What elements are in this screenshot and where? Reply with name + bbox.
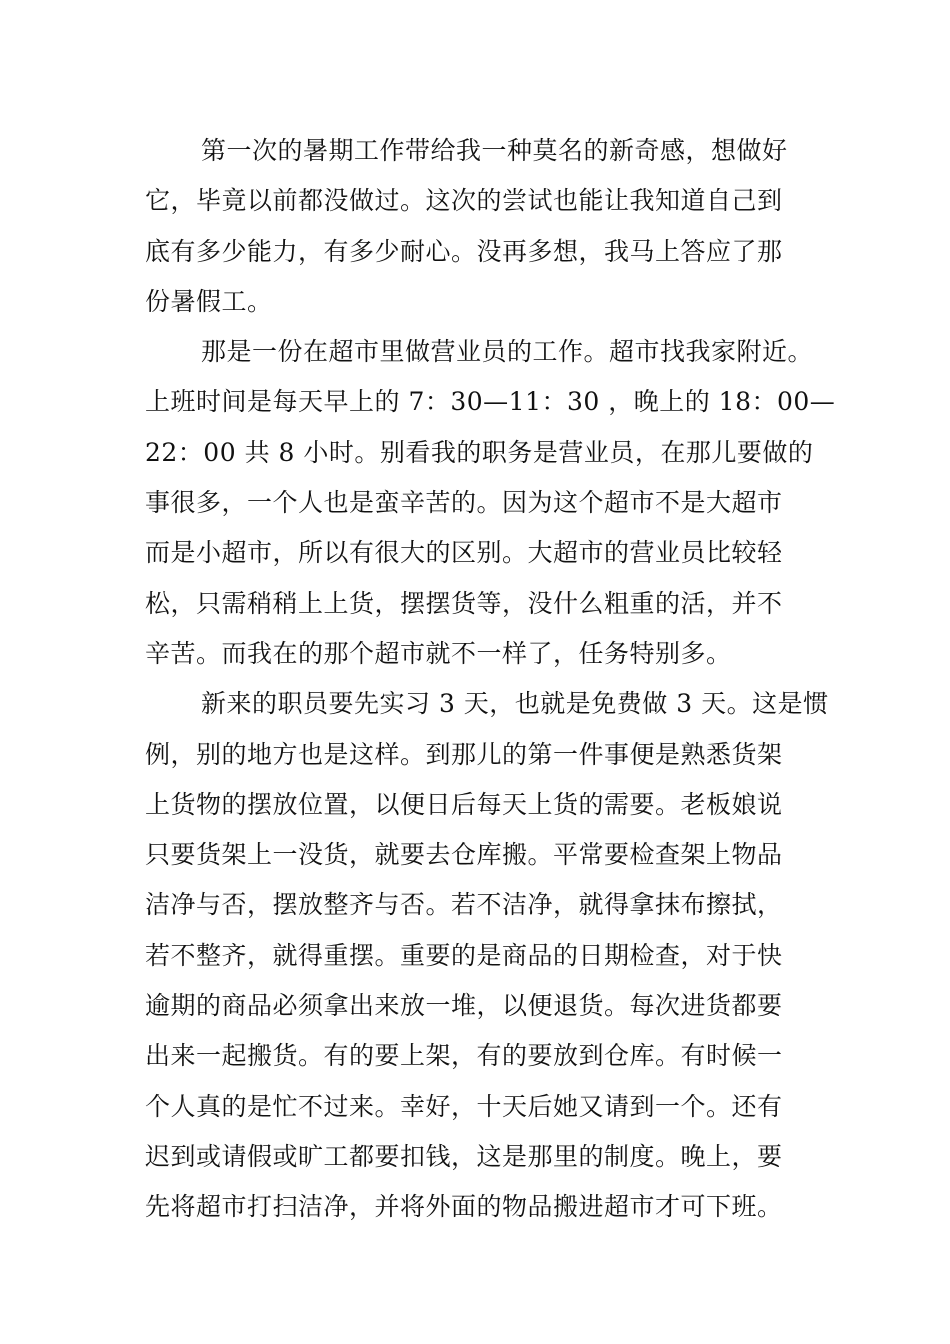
text-line: 只要货架上一没货，就要去仓库搬。平常要检查架上物品 (145, 840, 783, 870)
text-line: 份暑假工。 (145, 286, 273, 316)
text-line: 个人真的是忙不过来。幸好，十天后她又请到一个。还有 (145, 1091, 783, 1121)
text-line: 先将超市打扫洁净，并将外面的物品搬进超市才可下班。 (145, 1192, 783, 1222)
text-line: 洁净与否，摆放整齐与否。若不洁净，就得拿抹布擦拭， (145, 890, 783, 920)
text-line: 松，只需稍稍上上货，摆摆货等，没什么粗重的活，并不 (145, 588, 783, 618)
body-text (145, 126, 836, 1233)
text-line: 出来一起搬货。有的要上架，有的要放到仓库。有时候一 (145, 1041, 783, 1071)
text-line: 新来的职员要先实习 3 天，也就是免费做 3 天。这是惯 (201, 689, 829, 719)
text-line: 上货物的摆放位置，以便日后每天上货的需要。老板娘说 (145, 789, 783, 819)
text-line: 上班时间是每天早上的 7：30—11：30 ，晚上的 18：00— (145, 387, 836, 417)
text-line: 若不整齐，就得重摆。重要的是商品的日期检查，对于快 (145, 940, 783, 970)
text-line: 迟到或请假或旷工都要扣钱，这是那里的制度。晚上，要 (145, 1141, 783, 1171)
text-line: 而是小超市，所以有很大的区别。大超市的营业员比较轻 (145, 538, 783, 568)
text-line: 22：00 共 8 小时。别看我的职务是营业员，在那儿要做的 (145, 437, 814, 467)
text-line: 那是一份在超市里做营业员的工作。超市找我家附近。 (201, 337, 814, 367)
paragraph-1 (145, 126, 825, 327)
text-line: 辛苦。而我在的那个超市就不一样了，任务特别多。 (145, 638, 732, 668)
text-line: 事很多，一个人也是蛮辛苦的。因为这个超市不是大超市 (145, 488, 783, 518)
paragraph-3 (145, 679, 829, 1232)
text-line: 第一次的暑期工作带给我一种莫名的新奇感，想做好 (201, 136, 788, 165)
paragraph-2 (145, 327, 836, 679)
text-line: 例，别的地方也是这样。到那儿的第一件事便是熟悉货架 (145, 739, 783, 769)
text-line: 底有多少能力，有多少耐心。没再多想，我马上答应了那 (145, 236, 783, 266)
text-line: 它，毕竟以前都没做过。这次的尝试也能让我知道自己到 (145, 186, 783, 216)
text-line: 逾期的商品必须拿出来放一堆，以便退货。每次进货都要 (145, 991, 783, 1021)
